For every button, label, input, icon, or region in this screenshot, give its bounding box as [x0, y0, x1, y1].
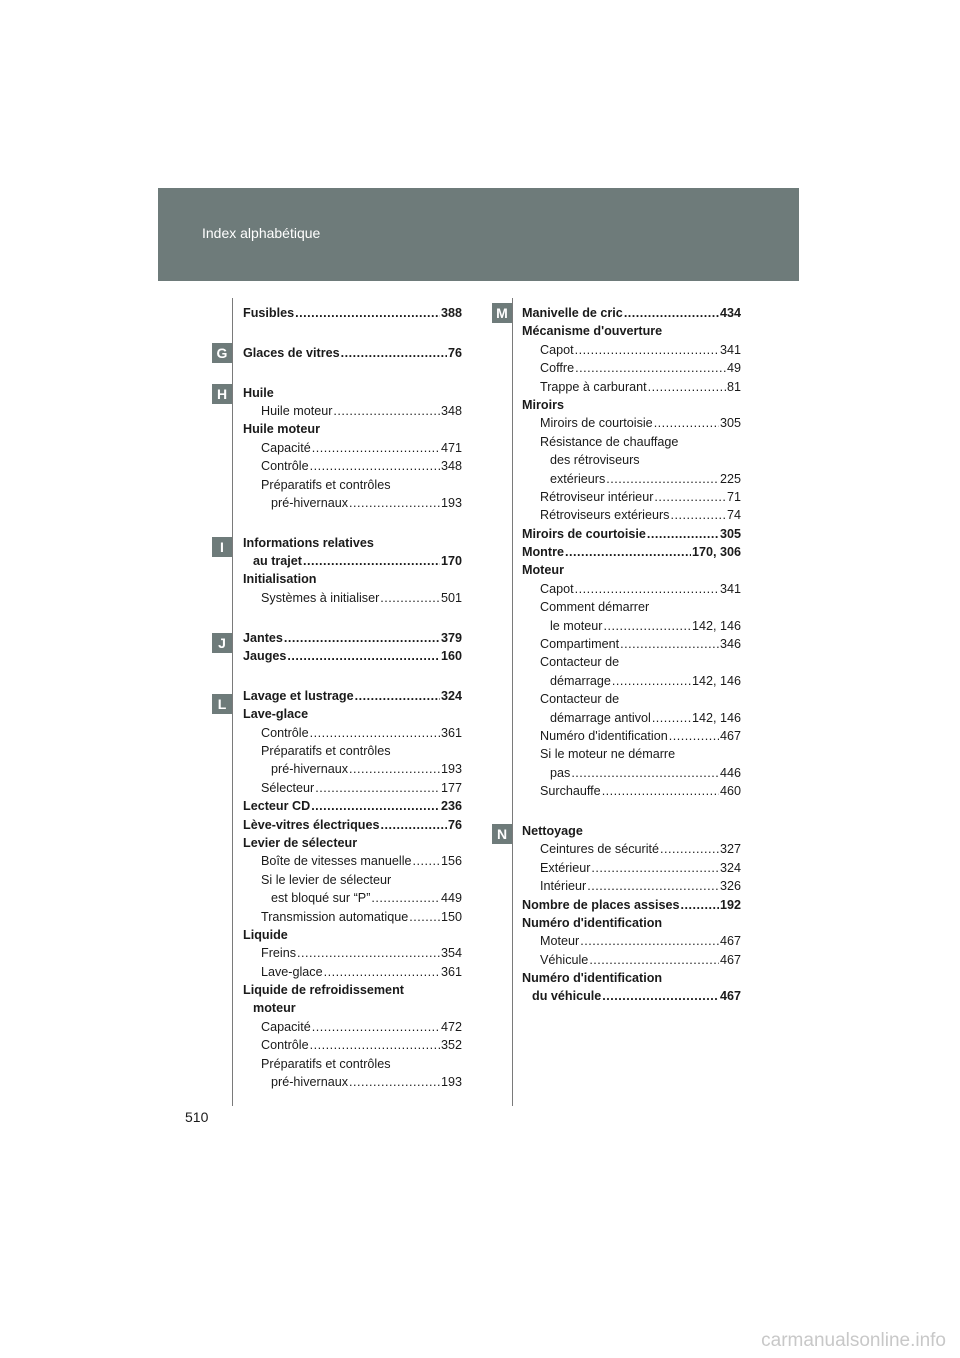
letter-tab-l: L	[212, 694, 232, 714]
dot-leader	[333, 402, 440, 420]
index-entry	[522, 451, 741, 469]
entry-page-ref: 434	[719, 306, 741, 320]
dot-leader	[575, 341, 719, 359]
index-entry	[522, 672, 741, 690]
watermark: carmanualsonline.info	[761, 1330, 946, 1351]
dot-leader	[310, 457, 440, 475]
entry-page-ref: 150	[440, 909, 462, 924]
dot-leader	[648, 378, 726, 396]
entry-label: Capacité	[261, 1019, 311, 1034]
index-entry	[522, 690, 741, 708]
index-entry	[522, 580, 741, 598]
index-entry	[243, 908, 462, 926]
dot-leader	[654, 488, 726, 506]
dot-leader	[669, 727, 719, 745]
entry-page-ref: 352	[440, 1038, 462, 1053]
index-entry	[522, 470, 741, 488]
entry-label: Trappe à carburant	[540, 379, 647, 394]
dot-leader	[624, 304, 719, 322]
entry-label: Manivelle de cric	[522, 306, 623, 320]
entry-label: Préparatifs et contrôles	[261, 477, 391, 492]
index-entry	[243, 457, 462, 475]
entry-page-ref: 346	[719, 637, 741, 652]
entry-gap	[243, 322, 462, 343]
entry-label: Huile moteur	[261, 403, 333, 418]
letter-tab-h: H	[212, 384, 232, 404]
index-entry	[522, 396, 741, 414]
entry-label: Lecteur CD	[243, 799, 311, 814]
index-entry	[243, 304, 462, 322]
entry-label: Capot	[540, 342, 574, 357]
entry-page-ref: 341	[719, 342, 741, 357]
index-column-left	[243, 304, 462, 1091]
entry-page-ref: 326	[719, 879, 741, 894]
index-entry	[522, 488, 741, 506]
index-entry	[243, 760, 462, 778]
index-entry	[522, 969, 741, 987]
entry-page-ref: 348	[440, 403, 462, 418]
index-entry	[522, 822, 741, 840]
dot-leader	[284, 629, 440, 647]
dot-leader	[310, 724, 440, 742]
dot-leader	[606, 470, 719, 488]
entry-label: Véhicule	[540, 952, 589, 967]
entry-label: est bloqué sur “P”	[271, 891, 371, 906]
page-number: 510	[185, 1109, 209, 1125]
entry-label: du véhicule	[532, 989, 602, 1004]
index-entry	[522, 617, 741, 635]
index-entry	[243, 779, 462, 797]
index-entry	[243, 344, 462, 362]
entry-label: Lève-vitres électriques	[243, 817, 380, 832]
index-column-right	[522, 304, 741, 1006]
letter-tab-j: J	[212, 633, 232, 653]
index-entry	[243, 534, 462, 552]
entry-label: Glaces de vitres	[243, 345, 340, 360]
dot-leader	[297, 944, 440, 962]
index-entry	[243, 647, 462, 665]
entry-page-ref: 49	[726, 361, 741, 376]
index-entry	[522, 840, 741, 858]
index-entry	[522, 414, 741, 432]
entry-page-ref: 361	[440, 964, 462, 979]
entry-label: Freins	[261, 946, 296, 961]
entry-label: Jantes	[243, 630, 283, 645]
entry-page-ref: 305	[719, 416, 741, 431]
index-entry	[522, 896, 741, 914]
entry-label: Intérieur	[540, 879, 587, 894]
entry-label: Lavage et lustrage	[243, 688, 354, 703]
entry-page-ref: 467	[719, 952, 741, 967]
dot-leader	[355, 687, 440, 705]
dot-leader	[310, 1036, 440, 1054]
entry-label: Si le levier de sélecteur	[261, 872, 392, 887]
dot-leader	[311, 797, 440, 815]
entry-page-ref: 170, 306	[691, 545, 741, 560]
dot-leader	[580, 932, 719, 950]
entry-page-ref: 236	[440, 799, 462, 814]
entry-label: Jauges	[243, 649, 287, 664]
dot-leader	[409, 908, 440, 926]
entry-label: Numéro d'identification	[522, 971, 663, 986]
index-entry	[522, 378, 741, 396]
dot-leader	[287, 647, 440, 665]
dot-leader	[324, 963, 440, 981]
entry-label: extérieurs	[550, 471, 606, 486]
entry-label: pas	[550, 765, 571, 780]
index-entry	[243, 1055, 462, 1073]
header-title: Index alphabétique	[202, 225, 321, 241]
entry-page-ref: 76	[447, 817, 462, 832]
entry-label: pré-hivernaux	[271, 1075, 349, 1090]
index-entry	[243, 552, 462, 570]
letter-tab-g: G	[212, 343, 232, 363]
entry-page-ref: 324	[440, 688, 462, 703]
entry-label: Rétroviseur intérieur	[540, 489, 654, 504]
entry-label: Lave-glace	[243, 707, 309, 722]
dot-leader	[315, 779, 440, 797]
index-entry	[243, 852, 462, 870]
entry-label: Nettoyage	[522, 823, 583, 838]
entry-page-ref: 449	[440, 891, 462, 906]
dot-leader	[654, 414, 719, 432]
entry-page-ref: 225	[719, 471, 741, 486]
dot-leader	[349, 1073, 440, 1091]
entry-page-ref: 324	[719, 860, 741, 875]
entry-label: Montre	[522, 545, 564, 560]
entry-page-ref: 327	[719, 842, 741, 857]
entry-label: Préparatifs et contrôles	[261, 743, 391, 758]
index-entry	[522, 745, 741, 763]
dot-leader	[575, 580, 719, 598]
entry-label: Contrôle	[261, 725, 309, 740]
index-entry	[522, 727, 741, 745]
index-entry	[522, 877, 741, 895]
index-entry	[243, 816, 462, 834]
index-entry	[243, 687, 462, 705]
dot-leader	[312, 1018, 440, 1036]
index-entry	[243, 402, 462, 420]
entry-label: Boîte de vitesses manuelle	[261, 854, 412, 869]
entry-page-ref: 379	[440, 630, 462, 645]
entry-label: des rétroviseurs	[550, 453, 640, 468]
dot-leader	[591, 859, 719, 877]
entry-label: Contacteur de	[540, 692, 620, 707]
entry-label: Extérieur	[540, 860, 591, 875]
letter-tab-i: I	[212, 537, 232, 557]
index-entry	[243, 834, 462, 852]
index-entry	[243, 871, 462, 889]
index-entry	[243, 944, 462, 962]
entry-label: Huile moteur	[243, 422, 320, 437]
entry-page-ref: 305	[719, 526, 741, 541]
entry-label: Comment démarrer	[540, 600, 650, 615]
dot-leader	[647, 525, 719, 543]
entry-page-ref: 460	[719, 784, 741, 799]
dot-leader	[620, 635, 719, 653]
letter-tab-m: M	[492, 303, 512, 323]
index-entry	[522, 322, 741, 340]
entry-gap	[522, 801, 741, 822]
index-entry	[243, 999, 462, 1017]
entry-label: Préparatifs et contrôles	[261, 1056, 391, 1071]
index-entry	[243, 797, 462, 815]
entry-page-ref: 472	[440, 1019, 462, 1034]
index-entry	[522, 709, 741, 727]
entry-label: Miroirs de courtoisie	[540, 416, 653, 431]
entry-label: Surchauffe	[540, 784, 601, 799]
entry-gap	[243, 362, 462, 383]
entry-page-ref: 142, 146	[691, 618, 741, 633]
entry-label: Levier de sélecteur	[243, 835, 358, 850]
entry-page-ref: 74	[726, 508, 741, 523]
entry-label: Si le moteur ne démarre	[540, 747, 676, 762]
index-entry	[522, 543, 741, 561]
index-entry	[243, 926, 462, 944]
index-entry	[522, 653, 741, 671]
entry-page-ref: 71	[726, 489, 741, 504]
entry-label: pré-hivernaux	[271, 762, 349, 777]
entry-page-ref: 177	[440, 780, 462, 795]
dot-leader	[295, 304, 440, 322]
entry-label: Contacteur de	[540, 655, 620, 670]
entry-page-ref: 142, 146	[691, 710, 741, 725]
index-entry	[243, 981, 462, 999]
entry-page-ref: 76	[447, 345, 462, 360]
entry-label: Compartiment	[540, 637, 620, 652]
entry-label: Capot	[540, 581, 574, 596]
dot-leader	[349, 760, 440, 778]
dot-leader	[380, 589, 440, 607]
entry-label: Moteur	[522, 563, 564, 578]
index-entry	[522, 951, 741, 969]
index-entry	[522, 635, 741, 653]
entry-label: démarrage antivol	[550, 710, 651, 725]
index-entry	[243, 1018, 462, 1036]
entry-label: Miroirs	[522, 397, 564, 412]
entry-page-ref: 467	[719, 989, 741, 1004]
entry-label: Fusibles	[243, 306, 295, 320]
index-entry	[522, 341, 741, 359]
entry-page-ref: 388	[440, 306, 462, 320]
dot-leader	[381, 816, 447, 834]
entry-label: Initialisation	[243, 572, 317, 587]
index-entry	[243, 494, 462, 512]
dot-leader	[602, 782, 719, 800]
dot-leader	[575, 359, 726, 377]
entry-label: Capacité	[261, 440, 311, 455]
entry-page-ref: 142, 146	[691, 673, 741, 688]
entry-label: Sélecteur	[261, 780, 315, 795]
dot-leader	[589, 951, 719, 969]
entry-page-ref: 156	[440, 854, 462, 869]
dot-leader	[303, 552, 440, 570]
dot-leader	[565, 543, 691, 561]
entry-label: Contrôle	[261, 459, 309, 474]
entry-label: Coffre	[540, 361, 575, 376]
dot-leader	[371, 889, 440, 907]
entry-gap	[243, 665, 462, 686]
entry-label: le moteur	[550, 618, 603, 633]
entry-page-ref: 471	[440, 440, 462, 455]
entry-label: Liquide de refroidissement	[243, 983, 404, 998]
index-entry	[243, 570, 462, 588]
entry-label: Mécanisme d'ouverture	[522, 324, 663, 339]
entry-label: Miroirs de courtoisie	[522, 526, 646, 541]
entry-page-ref: 341	[719, 581, 741, 596]
entry-label: Résistance de chauffage	[540, 434, 679, 449]
index-entry	[243, 420, 462, 438]
index-entry	[522, 304, 741, 322]
index-entry	[243, 1036, 462, 1054]
entry-label: Ceintures de sécurité	[540, 842, 660, 857]
dot-leader	[587, 877, 719, 895]
entry-label: Numéro d'identification	[540, 728, 668, 743]
dot-leader	[612, 672, 691, 690]
index-entry	[243, 742, 462, 760]
dot-leader	[413, 852, 440, 870]
index-entry	[522, 932, 741, 950]
index-entry	[243, 439, 462, 457]
dot-leader	[341, 344, 447, 362]
entry-page-ref: 501	[440, 590, 462, 605]
index-entry	[243, 963, 462, 981]
entry-page-ref: 348	[440, 459, 462, 474]
entry-page-ref: 193	[440, 495, 462, 510]
entry-label: moteur	[253, 1001, 296, 1016]
column-divider-left	[232, 298, 233, 1106]
dot-leader	[652, 709, 691, 727]
entry-page-ref: 160	[440, 649, 462, 664]
entry-label: Lave-glace	[261, 964, 323, 979]
index-entry	[522, 506, 741, 524]
index-entry	[522, 859, 741, 877]
index-entry	[243, 724, 462, 742]
index-entry	[522, 782, 741, 800]
index-entry	[522, 359, 741, 377]
page-header	[158, 188, 799, 281]
column-divider-middle	[512, 298, 513, 1106]
dot-leader	[602, 987, 719, 1005]
entry-page-ref: 467	[719, 728, 741, 743]
entry-page-ref: 170	[440, 554, 462, 569]
entry-label: pré-hivernaux	[271, 495, 349, 510]
dot-leader	[660, 840, 719, 858]
entry-page-ref: 81	[726, 379, 741, 394]
index-entry	[522, 598, 741, 616]
index-entry	[243, 476, 462, 494]
dot-leader	[349, 494, 440, 512]
index-entry	[243, 384, 462, 402]
index-entry	[522, 433, 741, 451]
entry-label: Numéro d'identification	[522, 915, 663, 930]
dot-leader	[571, 764, 719, 782]
entry-label: Rétroviseurs extérieurs	[540, 508, 670, 523]
index-entry	[522, 914, 741, 932]
entry-page-ref: 193	[440, 762, 462, 777]
entry-label: Informations relatives	[243, 535, 374, 550]
index-entry	[243, 629, 462, 647]
index-entry	[522, 764, 741, 782]
index-entry	[243, 1073, 462, 1091]
entry-label: Transmission automatique	[261, 909, 409, 924]
dot-leader	[604, 617, 691, 635]
dot-leader	[312, 439, 440, 457]
entry-label: Systèmes à initialiser	[261, 590, 380, 605]
index-entry	[522, 561, 741, 579]
dot-leader	[670, 506, 726, 524]
entry-gap	[243, 512, 462, 533]
entry-label: Nombre de places assises	[522, 897, 680, 912]
letter-tab-n: N	[492, 824, 512, 844]
index-entry	[243, 889, 462, 907]
index-entry	[243, 589, 462, 607]
entry-label: au trajet	[253, 554, 302, 569]
dot-leader	[681, 896, 719, 914]
entry-page-ref: 361	[440, 725, 462, 740]
entry-label: démarrage	[550, 673, 611, 688]
entry-page-ref: 193	[440, 1075, 462, 1090]
entry-label: Liquide	[243, 927, 288, 942]
entry-page-ref: 446	[719, 765, 741, 780]
index-entry	[522, 987, 741, 1005]
entry-gap	[243, 607, 462, 628]
entry-label: Moteur	[540, 934, 580, 949]
entry-page-ref: 467	[719, 934, 741, 949]
entry-page-ref: 354	[440, 946, 462, 961]
index-entry	[522, 525, 741, 543]
entry-label: Huile	[243, 385, 274, 400]
index-entry	[243, 705, 462, 723]
entry-page-ref: 192	[719, 897, 741, 912]
entry-label: Contrôle	[261, 1038, 309, 1053]
